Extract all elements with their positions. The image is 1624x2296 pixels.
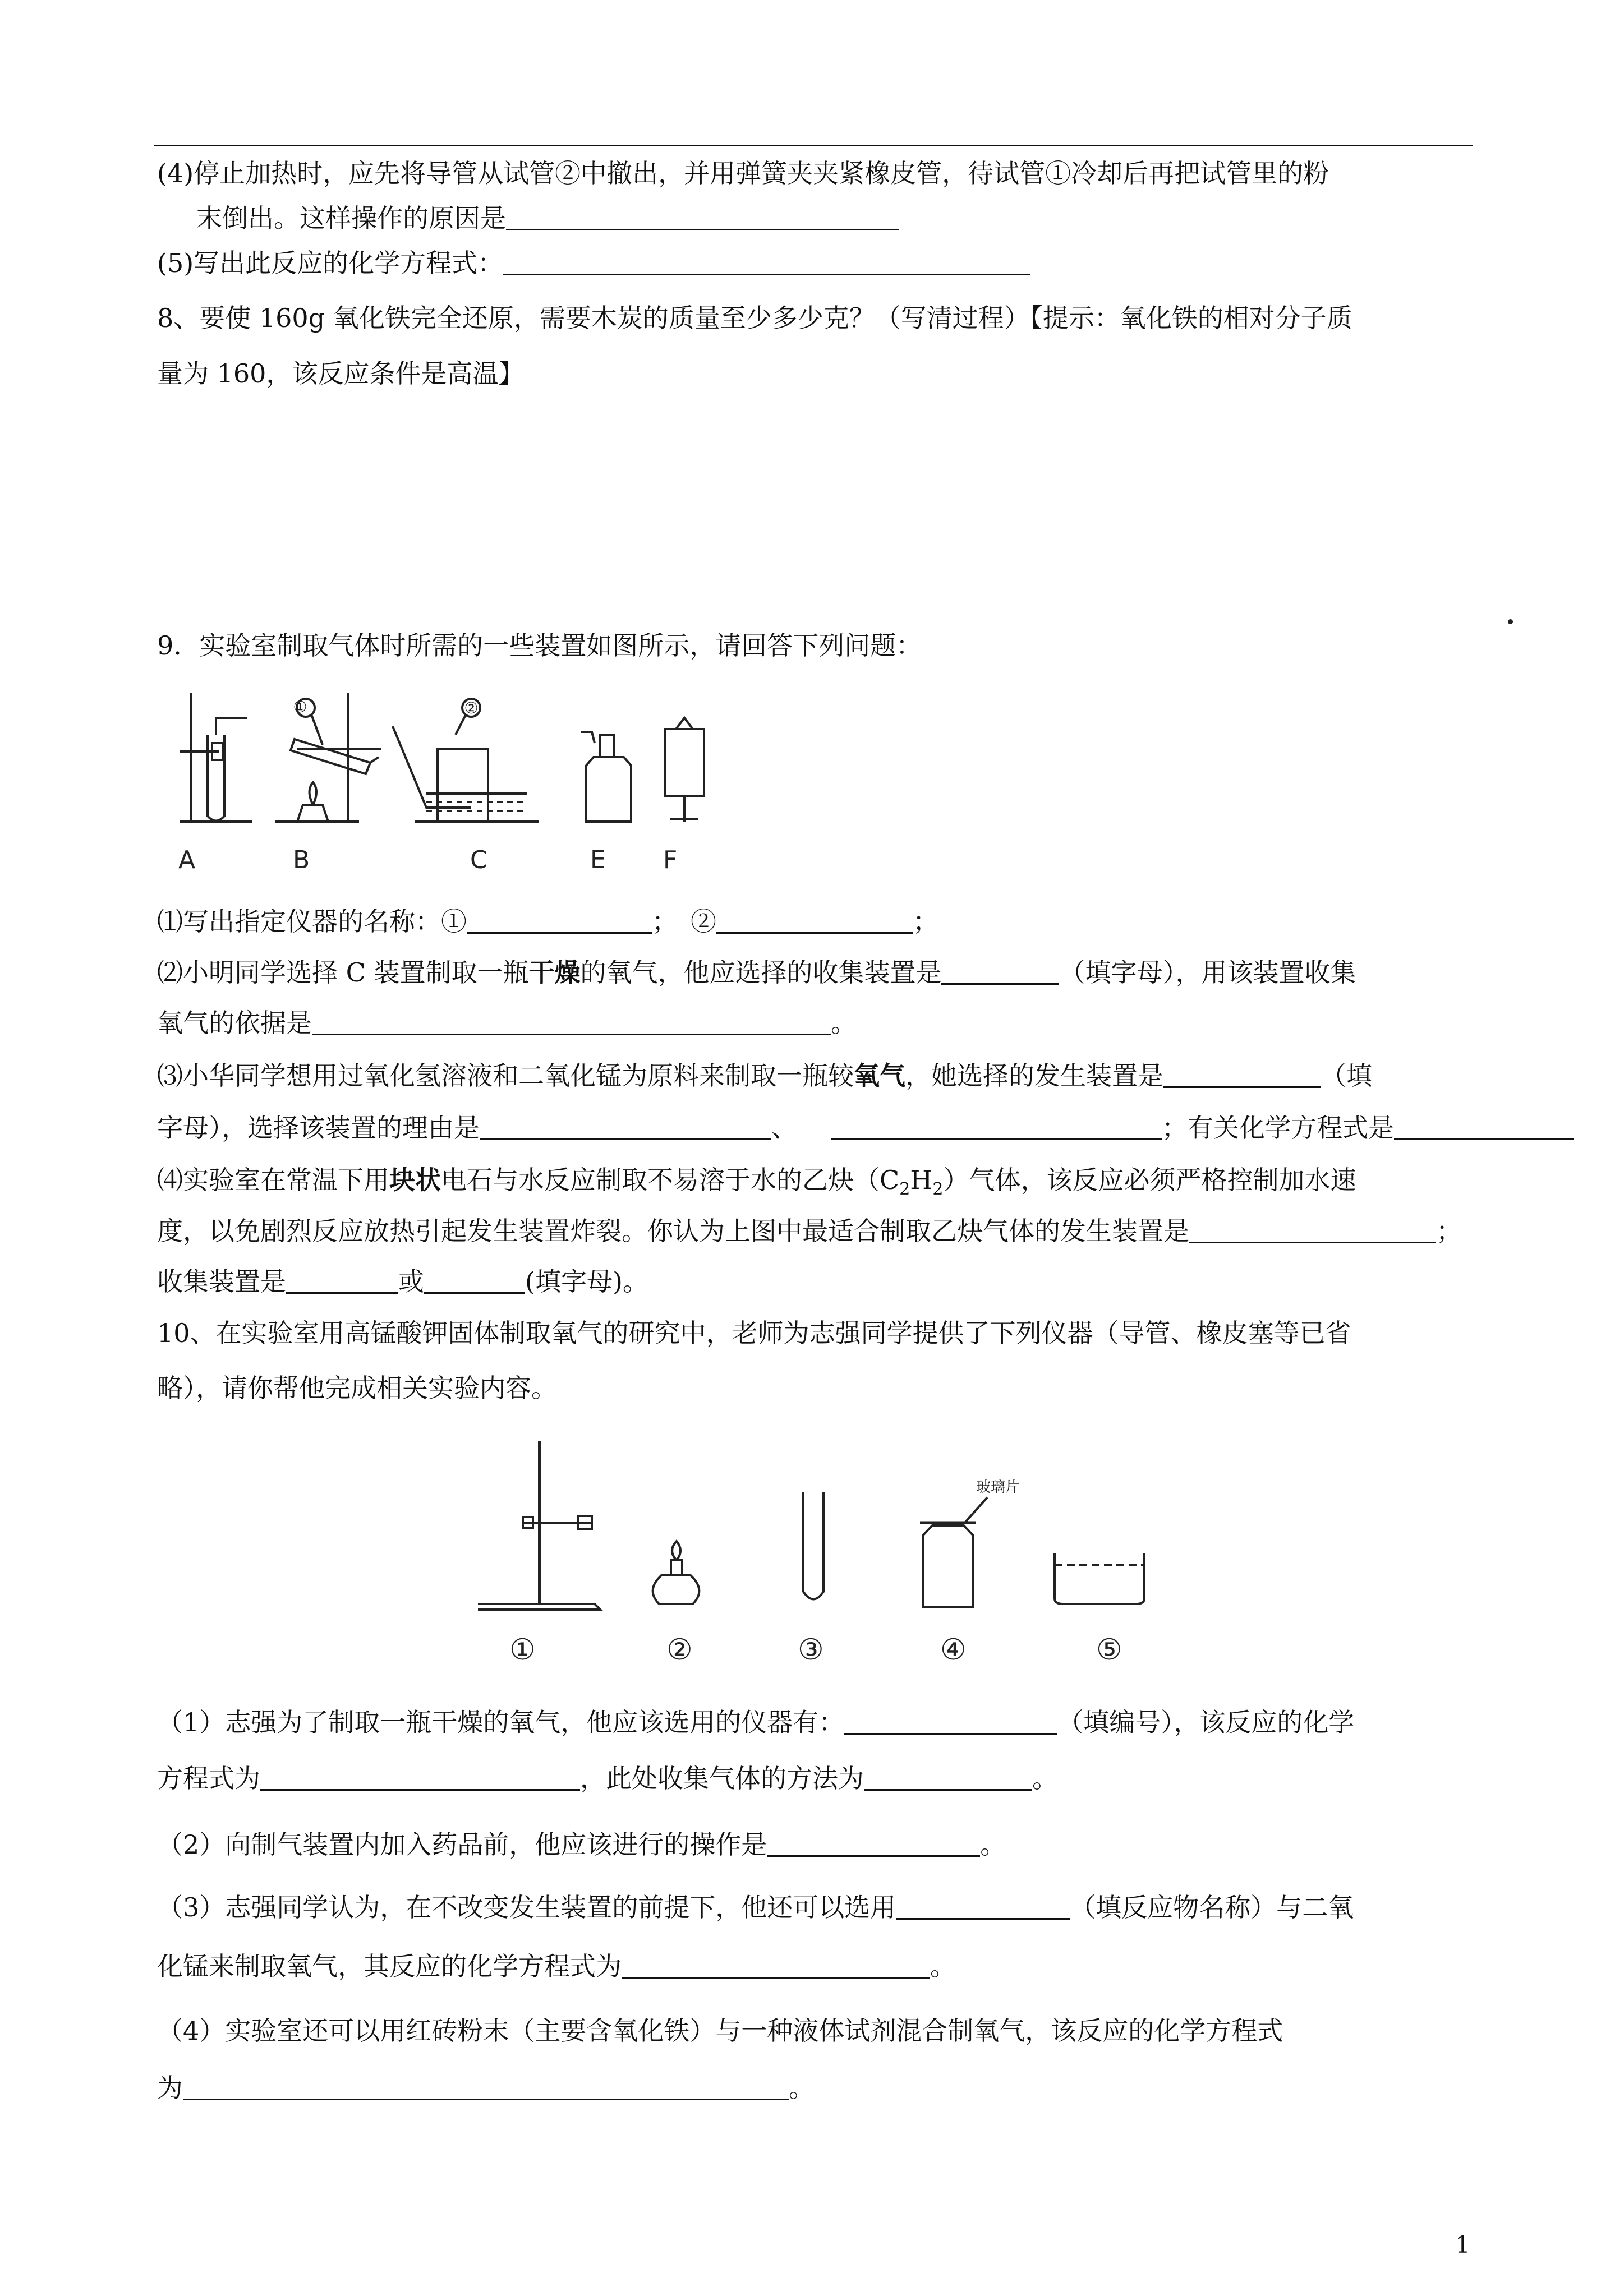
alcohol-lamp: [297, 805, 328, 822]
answer-blank[interactable]: [941, 961, 1059, 985]
q9-part1: ⑴写出指定仪器的名称：① ； ② ；: [157, 906, 938, 937]
answer-blank[interactable]: [503, 251, 1030, 275]
mark-2: ②: [464, 699, 479, 717]
q9-part3-line1: ⑶小华同学想用过氧化氢溶液和二氧化锰为原料来制取一瓶较氧气，她选择的发生装置是 （填: [157, 1061, 1372, 1091]
answer-blank[interactable]: [183, 2076, 789, 2100]
answer-blank[interactable]: [312, 1011, 831, 1035]
q9-part4-line1: ⑷实验室在常温下用块状电石与水反应制取不易溶于水的乙炔$(C_2H_2)$气体，该反应必须严格控制加水速: [157, 1165, 1356, 1200]
stray-dot: [1508, 619, 1513, 624]
q9-apparatus-figure: [168, 679, 729, 886]
answer-blank[interactable]: [622, 1954, 930, 1979]
instrument-number-4: ④: [940, 1633, 967, 1667]
label-f: F: [663, 846, 678, 874]
q10-part4-line1: （4）实验室还可以用红砖粉末（主要含氧化铁）与一种液体试剂混合制氧气，该反应的化学方程式: [157, 2016, 1283, 2046]
label-a: A: [178, 846, 196, 874]
test-tube: [208, 735, 224, 821]
q10-part4-line2: 为 。: [157, 2073, 815, 2103]
answer-blank[interactable]: [831, 1116, 1162, 1140]
bottle-f: [665, 729, 704, 796]
q7-part5-line: (5)写出此反应的化学方程式：: [157, 246, 1481, 280]
answer-blank[interactable]: [467, 910, 652, 934]
q9-part2-line1: ⑵小明同学选择 C 装置制取一瓶干燥的氧气，他应选择的收集装置是 （填字母），用该装置收集: [157, 957, 1356, 988]
q7-part4-line2: 末倒出。这样操作的原因是: [196, 201, 1520, 236]
answer-blank[interactable]: [716, 910, 913, 934]
answer-blank[interactable]: [864, 1767, 1032, 1791]
test-tube: [803, 1492, 823, 1599]
instrument-number-1: ①: [509, 1633, 536, 1667]
glass-plate-label: 玻璃片: [976, 1479, 1020, 1496]
header-rule: [154, 145, 1473, 146]
stand-base: [478, 1604, 600, 1610]
instrument-number-5: ⑤: [1096, 1633, 1122, 1667]
q9-title: 9．实验室制取气体时所需的一些装置如图所示，请回答下列问题：: [157, 630, 922, 661]
q10-part1-line1: （1）志强为了制取一瓶干燥的氧气，他应该选用的仪器有： （填编号），该反应的化学: [157, 1707, 1355, 1737]
mark-1: ①: [293, 698, 307, 716]
alcohol-lamp: [653, 1575, 700, 1604]
gas-bottle: [923, 1525, 973, 1607]
answer-blank[interactable]: [506, 206, 899, 230]
bottle-e: [586, 757, 631, 822]
answer-blank[interactable]: [480, 1116, 771, 1140]
answer-blank[interactable]: [424, 1270, 525, 1294]
answer-blank[interactable]: [844, 1711, 1057, 1735]
page-number: 1: [1455, 2231, 1470, 2258]
answer-blank[interactable]: [1189, 1219, 1436, 1243]
q10-part3-line1: （3）志强同学认为，在不改变发生装置的前提下，他还可以选用 （填反应物名称）与二氧: [157, 1892, 1354, 1922]
label-b: B: [293, 846, 310, 874]
delivery-tube: [393, 726, 471, 808]
q9-part2-line2: 氧气的依据是 。: [157, 1008, 857, 1038]
q9-part4-line2: 度，以免剧烈反应放热引起发生装置炸裂。你认为上图中最适合制取乙炔气体的发生装置是 ；: [157, 1216, 1462, 1246]
q10-line1: 10、在实验室用高锰酸钾固体制取氧气的研究中，老师为志强同学提供了下列仪器（导管、橡皮塞等已省: [157, 1318, 1351, 1348]
q8-line1: 8、要使 160g 氧化铁完全还原，需要木炭的质量至少多少克？（写清过程）【提示：氧化铁的相对分子质: [157, 303, 1352, 333]
label-e: E: [590, 846, 606, 874]
q10-part3-line2: 化锰来制取氧气，其反应的化学方程式为 。: [157, 1951, 956, 1981]
q10-apparatus-figure: [471, 1436, 1167, 1621]
answer-blank[interactable]: [286, 1270, 398, 1294]
instrument-number-2: ②: [666, 1633, 693, 1667]
label-c: C: [470, 846, 487, 874]
q8-line2: 量为 160，该反应条件是高温】: [157, 358, 525, 389]
q9-part3-line2: 字母），选择该装置的理由是 、 ；有关化学方程式是: [157, 1110, 1481, 1145]
q7-part4-line1: (4)停止加热时，应先将导管从试管②中撤出，并用弹簧夹夹紧橡皮管，待试管①冷却后再把试管里的粉: [157, 158, 1329, 188]
answer-blank[interactable]: [260, 1767, 580, 1791]
answer-blank[interactable]: [1394, 1116, 1574, 1140]
answer-blank[interactable]: [896, 1896, 1070, 1920]
water-trough: [1055, 1553, 1144, 1604]
answer-blank[interactable]: [1163, 1064, 1321, 1088]
answer-blank[interactable]: [767, 1833, 980, 1857]
q10-line2: 略），请你帮他完成相关实验内容。: [157, 1373, 557, 1403]
instrument-number-3: ③: [798, 1633, 824, 1667]
q10-part2: （2）向制气装置内加入药品前，他应该进行的操作是 。: [157, 1829, 1006, 1860]
test-tube-1: [291, 739, 370, 774]
q9-part4-line3: 收集装置是 或 (填字母)。: [157, 1266, 648, 1297]
q10-part1-line2: 方程式为 ，此处收集气体的方法为 。: [157, 1763, 1058, 1794]
